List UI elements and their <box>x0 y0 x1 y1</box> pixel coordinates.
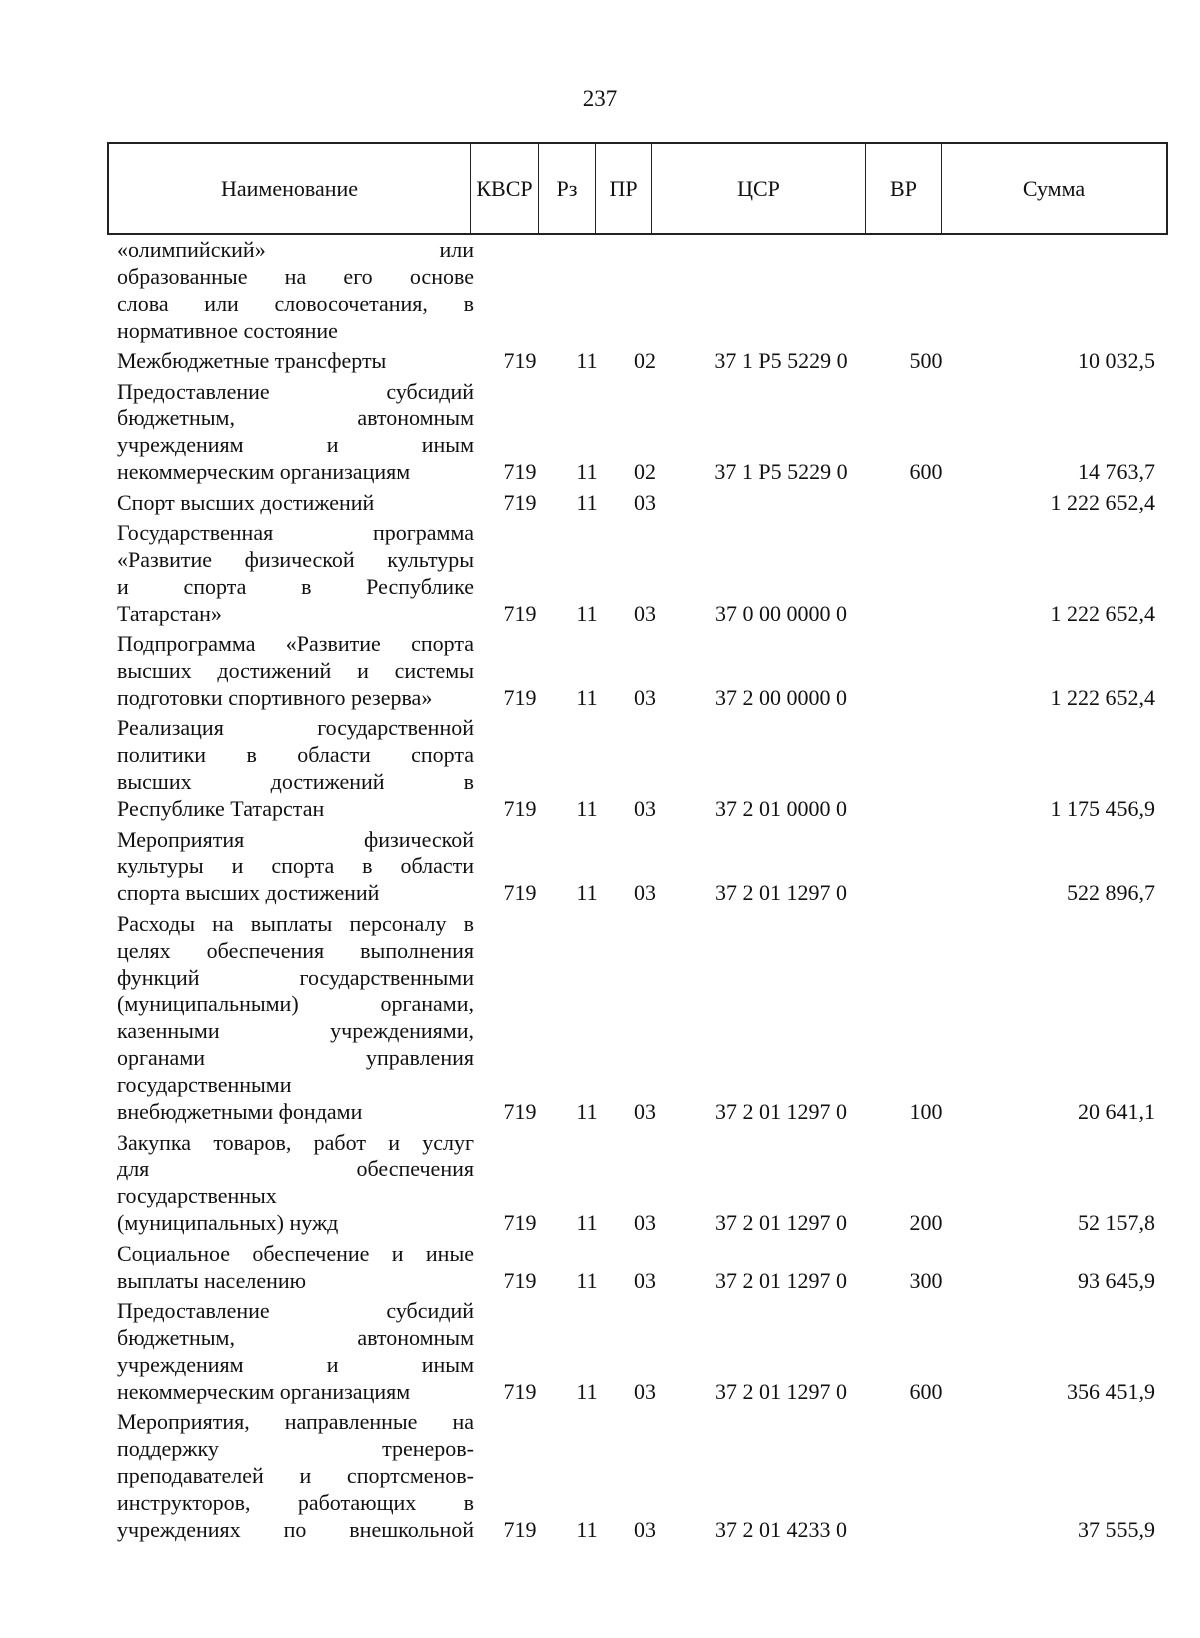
row-sum: 1 222 652,4 <box>1050 600 1155 626</box>
row-pr: 03 <box>634 1516 656 1542</box>
row-name-line: для обеспечения <box>117 1156 474 1182</box>
row-rz: 11 <box>576 1267 598 1293</box>
row-name-line: государственных <box>117 1183 277 1209</box>
row-name-line: (муниципальных) нужд <box>117 1210 339 1236</box>
row-pr: 03 <box>634 489 656 515</box>
row-sum: 10 032,5 <box>1078 348 1155 374</box>
table-row <box>0 1241 1200 1295</box>
row-name-line: внебюджетными фондами <box>117 1099 363 1125</box>
row-name-line: спорта высших достижений <box>117 880 380 906</box>
row-pr: 03 <box>634 685 656 710</box>
row-vr: 600 <box>909 459 943 485</box>
row-pr: 02 <box>634 348 656 374</box>
row-kvsr: 719 <box>503 600 537 626</box>
row-name-line: Спорт высших достижений <box>117 489 375 515</box>
row-sum: 52 157,8 <box>1078 1210 1155 1236</box>
row-rz: 11 <box>576 348 598 374</box>
row-name-line: Межбюджетные трансферты <box>117 348 387 374</box>
row-csr: 37 2 01 1297 0 <box>715 1378 847 1404</box>
row-sum: 20 641,1 <box>1078 1099 1155 1125</box>
table-row <box>0 237 1200 345</box>
header-name: Наименование <box>109 144 471 233</box>
table-row <box>0 1298 1200 1406</box>
row-name-line: подготовки спортивного резерва» <box>117 685 433 710</box>
row-vr: 600 <box>909 1378 943 1404</box>
row-kvsr: 719 <box>503 489 537 515</box>
row-csr: 37 2 00 0000 0 <box>715 685 847 710</box>
row-name-line: преподавателей и спортсменов- <box>117 1462 474 1488</box>
row-pr: 03 <box>634 1267 656 1293</box>
row-name-line: (муниципальными) органами, <box>117 991 474 1017</box>
row-kvsr: 719 <box>503 880 537 906</box>
row-kvsr: 719 <box>503 348 537 374</box>
header-sum: Сумма <box>1022 175 1086 201</box>
header-csr: ЦСР <box>652 144 866 233</box>
row-kvsr: 719 <box>503 459 537 485</box>
row-name-line: целях обеспечения выполнения <box>117 937 474 963</box>
row-name-line: Социальное обеспечение и иные <box>117 1240 474 1266</box>
row-csr: 37 2 01 4233 0 <box>715 1516 847 1542</box>
row-name-line: культуры и спорта в области <box>117 853 474 879</box>
row-csr: 37 0 00 0000 0 <box>715 600 847 626</box>
row-name-line: Мероприятия физической <box>117 826 474 852</box>
table-row <box>0 379 1200 487</box>
row-vr: 100 <box>909 1099 943 1125</box>
row-kvsr: 719 <box>503 1267 537 1293</box>
table-row <box>0 631 1200 712</box>
row-name-line: органами управления <box>117 1045 474 1071</box>
row-name-line: и спорта в Республике <box>117 573 474 599</box>
row-sum: 356 451,9 <box>1067 1378 1155 1404</box>
row-sum: 37 555,9 <box>1078 1516 1155 1542</box>
row-sum: 14 763,7 <box>1078 459 1155 485</box>
row-name-line: Республике Татарстан <box>117 796 325 822</box>
row-rz: 11 <box>576 600 598 626</box>
table-row <box>0 490 1200 517</box>
row-sum: 522 896,7 <box>1067 880 1155 906</box>
row-csr: 37 1 Р5 5229 0 <box>714 459 848 485</box>
header-kvsr: КВСР <box>471 144 539 233</box>
row-name-line: образованные на его основе <box>117 263 474 289</box>
row-name-line: учреждениям и иным <box>117 432 474 458</box>
row-kvsr: 719 <box>503 1210 537 1236</box>
row-vr: 300 <box>909 1267 943 1293</box>
row-kvsr: 719 <box>503 796 537 822</box>
row-name-line: некоммерческим организациям <box>117 459 411 485</box>
row-name-line: Государственная программа <box>117 520 474 546</box>
row-csr: 37 2 01 1297 0 <box>715 1099 847 1125</box>
header-rz: Рз <box>539 144 596 233</box>
row-pr: 03 <box>634 796 656 822</box>
row-name-line: слова или словосочетания, в <box>117 290 474 316</box>
table-header <box>107 142 1168 235</box>
row-rz: 11 <box>576 880 598 906</box>
row-name-line: поддержку тренеров- <box>117 1435 474 1461</box>
row-csr: 37 1 Р5 5229 0 <box>714 348 848 374</box>
row-sum: 1 222 652,4 <box>1050 489 1155 515</box>
row-sum: 93 645,9 <box>1078 1267 1155 1293</box>
row-name-line: высших достижений и системы <box>117 658 474 684</box>
table-row <box>0 1130 1200 1238</box>
table-row <box>0 1409 1200 1544</box>
row-name-line: Закупка товаров, работ и услуг <box>117 1129 474 1155</box>
row-sum: 1 222 652,4 <box>1050 685 1155 710</box>
row-kvsr: 719 <box>503 1516 537 1542</box>
row-pr: 03 <box>634 1210 656 1236</box>
row-name-line: функций государственными <box>117 964 474 990</box>
row-csr: 37 2 01 1297 0 <box>715 1267 847 1293</box>
row-sum: 1 175 456,9 <box>1050 796 1155 822</box>
table-row <box>0 520 1200 628</box>
row-rz: 11 <box>576 1378 598 1404</box>
row-vr: 200 <box>909 1210 943 1236</box>
row-name-line: «олимпийский» или <box>117 237 474 262</box>
table-body <box>0 237 1200 1544</box>
row-kvsr: 719 <box>503 1378 537 1404</box>
table-row <box>0 715 1200 823</box>
row-name-line: учреждениях по внешкольной <box>117 1516 474 1542</box>
row-rz: 11 <box>576 685 598 710</box>
row-name-line: Расходы на выплаты персоналу в <box>117 910 474 936</box>
row-name-line: Реализация государственной <box>117 715 474 741</box>
row-name-line: нормативное состояние <box>117 317 338 343</box>
row-name-line: Татарстан» <box>117 600 222 626</box>
row-rz: 11 <box>576 1210 598 1236</box>
table-row <box>0 827 1200 908</box>
row-name-line: инструкторов, работающих в <box>117 1489 474 1515</box>
row-name-line: высших достижений в <box>117 769 474 795</box>
row-name-line: выплаты населению <box>117 1267 307 1293</box>
row-kvsr: 719 <box>503 1099 537 1125</box>
row-name-line: Подпрограмма «Развитие спорта <box>117 631 474 657</box>
row-name-line: бюджетным, автономным <box>117 405 474 431</box>
row-rz: 11 <box>576 459 598 485</box>
table-row <box>0 911 1200 1126</box>
row-rz: 11 <box>576 489 598 515</box>
row-csr: 37 2 01 1297 0 <box>715 880 847 906</box>
row-csr: 37 2 01 0000 0 <box>715 796 847 822</box>
row-name-line: Предоставление субсидий <box>117 1297 474 1323</box>
row-rz: 11 <box>576 1516 598 1542</box>
row-name-line: учреждениям и иным <box>117 1351 474 1377</box>
row-name-line: государственными <box>117 1072 292 1098</box>
row-vr: 500 <box>909 348 943 374</box>
row-name-line: политики в области спорта <box>117 742 474 768</box>
row-kvsr: 719 <box>503 685 537 710</box>
row-name-line: Предоставление субсидий <box>117 378 474 404</box>
row-name-line: казенными учреждениями, <box>117 1018 474 1044</box>
table-row <box>0 348 1200 375</box>
row-csr: 37 2 01 1297 0 <box>715 1210 847 1236</box>
row-rz: 11 <box>576 796 598 822</box>
header-pr: ПР <box>596 144 652 233</box>
row-name-line: бюджетным, автономным <box>117 1324 474 1350</box>
row-pr: 03 <box>634 1378 656 1404</box>
row-pr: 03 <box>634 880 656 906</box>
row-pr: 03 <box>634 1099 656 1125</box>
row-name-line: некоммерческим организациям <box>117 1378 411 1404</box>
page-number: 237 <box>582 86 618 111</box>
row-rz: 11 <box>576 1099 598 1125</box>
header-vr: ВР <box>866 144 942 233</box>
row-pr: 03 <box>634 600 656 626</box>
row-name-line: Мероприятия, направленные на <box>117 1409 474 1435</box>
row-pr: 02 <box>634 459 656 485</box>
row-name-line: «Развитие физической культуры <box>117 546 474 572</box>
